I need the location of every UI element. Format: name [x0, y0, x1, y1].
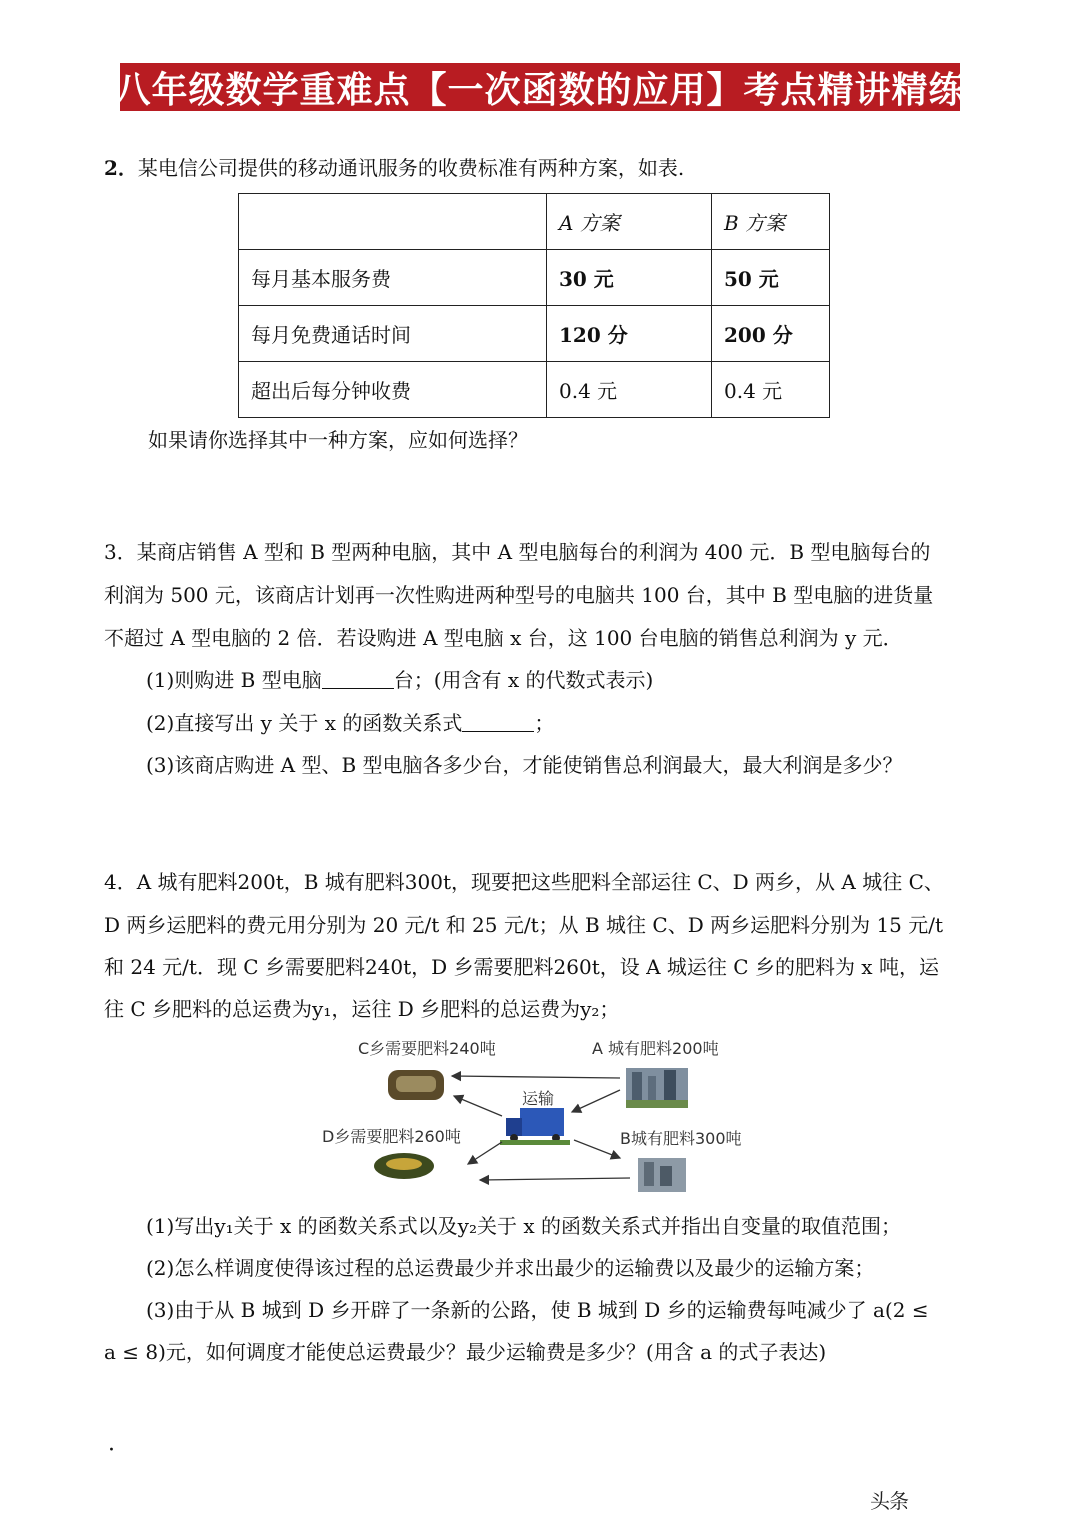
footer-dot: · — [108, 1438, 115, 1463]
q3-sub-1-text-b: 台；(用含有 x 的代数式表示) — [393, 668, 654, 692]
arrow-truck-to-c — [454, 1096, 502, 1116]
table-header-row — [239, 194, 830, 250]
table-cell: 50 元 — [712, 250, 830, 306]
a-city-icon — [626, 1068, 688, 1108]
table-row — [239, 362, 830, 418]
q3-line-3: 不超过 A 型电脑的 2 倍．若设购进 A 型电脑 x 台，这 100 台电脑的销售总利润为 y 元． — [104, 626, 903, 650]
q2-ask: 如果请你选择其中一种方案，应如何选择？ — [148, 428, 528, 452]
q4-line-2: D 两乡运肥料的费元用分别为 20 元/t 和 25 元/t；从 B 城往 C、D 两乡运肥料分别为 15 元/t — [104, 913, 944, 937]
q3-sub-1 — [146, 668, 653, 692]
page-title-banner — [114, 63, 966, 111]
q3-sub-2 — [146, 711, 554, 735]
c-village-icon — [388, 1070, 444, 1100]
watermark-logo: 头条 — [870, 1489, 908, 1513]
table-cell: 120 分 — [547, 306, 712, 362]
b-city-icon — [638, 1158, 686, 1192]
table-cell: A 方案 — [547, 194, 712, 250]
a-city-label: A 城有肥料200吨 — [592, 1039, 719, 1058]
answer-blank[interactable] — [462, 713, 534, 732]
q4-line-4: 往 C 乡肥料的总运费为y₁，运往 D 乡肥料的总运费为y₂； — [104, 997, 620, 1021]
d-village-label: D乡需要肥料260吨 — [322, 1127, 461, 1146]
arrow-b-to-d — [480, 1178, 630, 1180]
transport-diagram — [320, 1030, 780, 1200]
arrow-a-to-c — [452, 1076, 620, 1078]
arrow-a-to-truck — [572, 1090, 620, 1112]
c-village-label: C乡需要肥料240吨 — [358, 1039, 496, 1058]
answer-blank[interactable] — [322, 670, 394, 689]
table-cell: 30 元 — [547, 250, 712, 306]
table-cell: 200 分 — [712, 306, 830, 362]
truck-icon — [500, 1108, 570, 1145]
q3-sub-3: (3)该商店购进 A 型、B 型电脑各多少台，才能使销售总利润最大，最大利润是多少？ — [146, 753, 903, 777]
pricing-table — [238, 193, 830, 418]
q4-sub-3-line-1: (3)由于从 B 城到 D 乡开辟了一条新的公路，使 B 城到 D 乡的运输费每吨减少了 a(2 ≤ — [146, 1298, 929, 1322]
q2-stem-text: 某电信公司提供的移动通讯服务的收费标准有两种方案，如表. — [137, 156, 685, 180]
q4-sub-1: (1)写出y₁关于 x 的函数关系式以及y₂关于 x 的函数关系式并指出自变量的取值范围； — [146, 1214, 901, 1238]
table-row — [239, 250, 830, 306]
table-cell: 超出后每分钟收费 — [239, 362, 547, 418]
q2-number: 2． — [104, 156, 138, 180]
q3-line-2: 利润为 500 元，该商店计划再一次性购进两种型号的电脑共 100 台，其中 B 型电脑的进货量 — [104, 583, 934, 607]
q2-stem — [104, 156, 684, 180]
table-cell: B 方案 — [712, 194, 830, 250]
b-city-label: B城有肥料300吨 — [620, 1129, 742, 1148]
table-cell: 0.4 元 — [547, 362, 712, 418]
q4-line-3: 和 24 元/t．现 C 乡需要肥料240t，D 乡需要肥料260t，设 A 城运往 C 乡的肥料为 x 吨，运 — [104, 955, 939, 979]
table-cell: 每月免费通话时间 — [239, 306, 547, 362]
q4-sub-2: (2)怎么样调度使得该过程的总运费最少并求出最少的运输费以及最少的运输方案； — [146, 1256, 875, 1280]
table-cell: 每月基本服务费 — [239, 250, 547, 306]
table-cell: 0.4 元 — [712, 362, 830, 418]
arrow-truck-to-d — [468, 1142, 502, 1164]
q3-sub-2-text-b: ； — [534, 711, 555, 735]
transport-label: 运输 — [522, 1089, 555, 1108]
arrow-truck-to-b — [574, 1140, 620, 1158]
d-village-icon — [374, 1153, 434, 1179]
table-row — [239, 306, 830, 362]
q3-line-1: 3．某商店销售 A 型和 B 型两种电脑，其中 A 型电脑每台的利润为 400 元．B 型电脑每台的 — [104, 540, 931, 564]
q3-sub-2-text-a: (2)直接写出 y 关于 x 的函数关系式 — [146, 711, 463, 735]
table-cell — [239, 194, 547, 250]
q4-sub-3-line-2: a ≤ 8)元，如何调度才能使总运费最少？最少运输费是多少？(用含 a 的式子表达) — [104, 1340, 827, 1364]
page-title: 八年级数学重难点【一次函数的应用】考点精讲精练 — [114, 69, 966, 111]
q3-sub-1-text-a: (1)则购进 B 型电脑 — [146, 668, 322, 692]
q4-line-1: 4．A 城有肥料200t，B 城有肥料300t，现要把这些肥料全部运往 C、D 两乡，从 A 城往 C、 — [104, 870, 944, 894]
